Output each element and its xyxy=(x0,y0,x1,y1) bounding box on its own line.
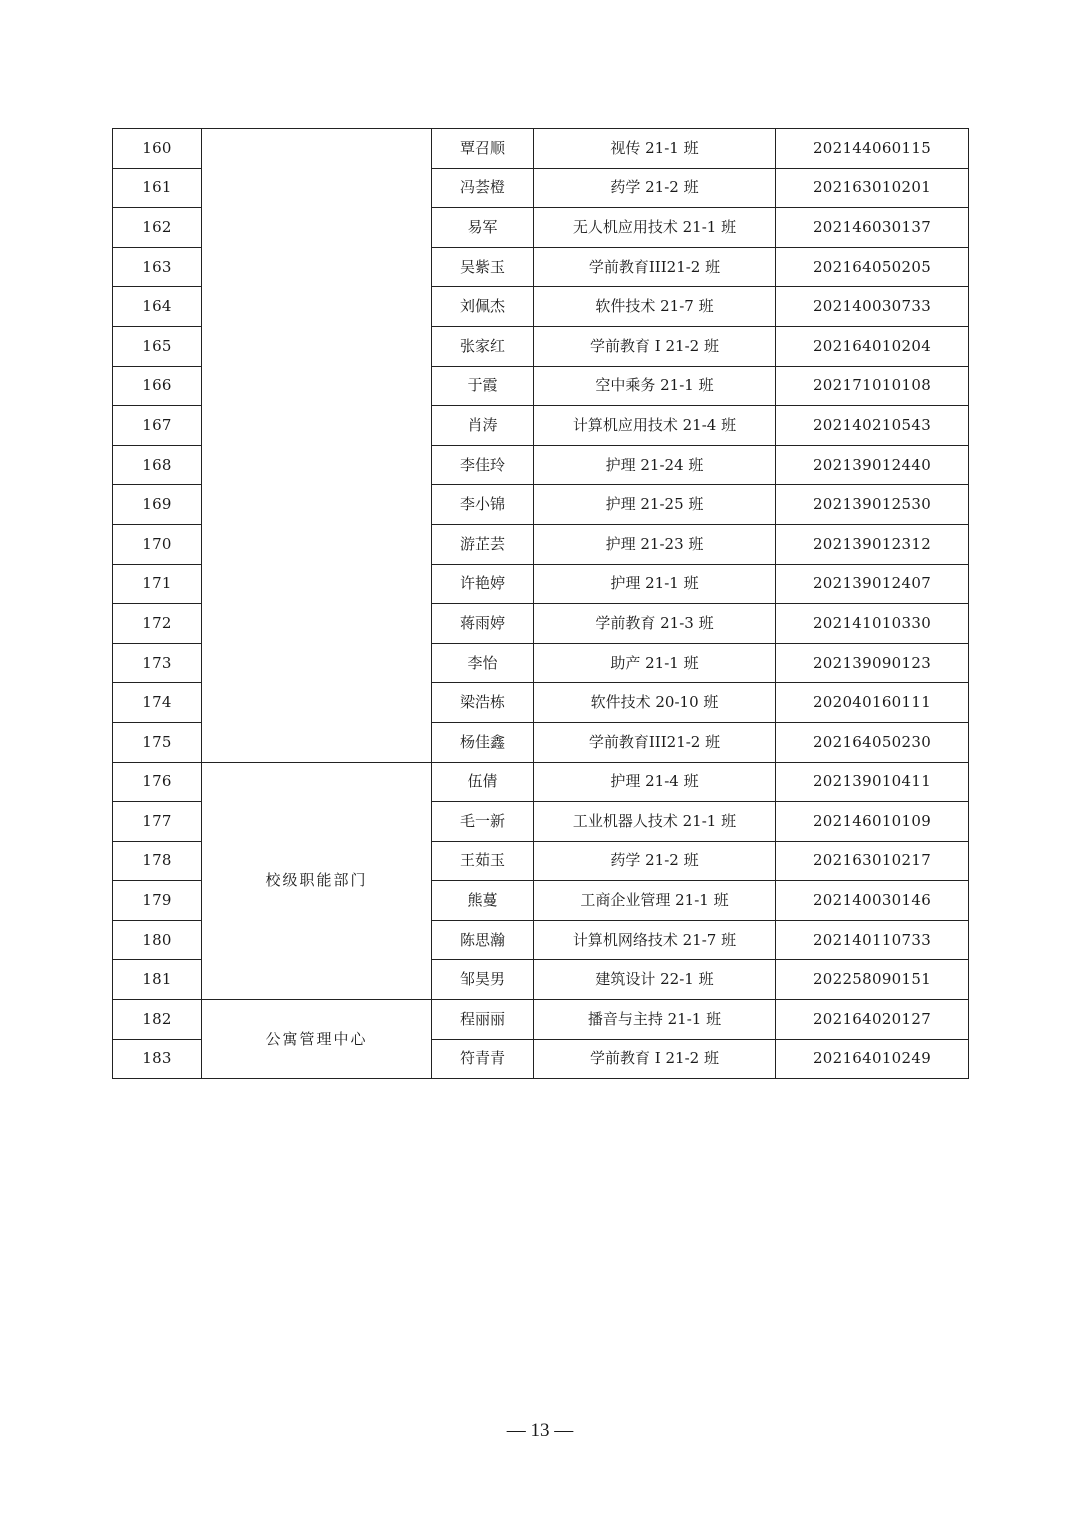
student-name-cell: 刘佩杰 xyxy=(432,287,534,327)
class-name-cell: 护理 21-1 班 xyxy=(534,564,776,604)
student-id-cell: 202164020127 xyxy=(776,1000,969,1040)
row-number-cell: 166 xyxy=(113,366,202,406)
row-number-cell: 171 xyxy=(113,564,202,604)
department-cell: 公寓管理中心 xyxy=(202,1000,432,1079)
student-id-cell: 202164050230 xyxy=(776,722,969,762)
class-name-cell: 学前教育III21-2 班 xyxy=(534,722,776,762)
class-name-cell: 播音与主持 21-1 班 xyxy=(534,1000,776,1040)
student-name-cell: 李小锦 xyxy=(432,485,534,525)
student-id-cell: 202140210543 xyxy=(776,406,969,446)
student-name-cell: 邹昊男 xyxy=(432,960,534,1000)
class-name-cell: 软件技术 21-7 班 xyxy=(534,287,776,327)
class-name-cell: 视传 21-1 班 xyxy=(534,129,776,169)
student-name-cell: 于霞 xyxy=(432,366,534,406)
student-id-cell: 202164010204 xyxy=(776,326,969,366)
student-name-cell: 伍倩 xyxy=(432,762,534,802)
class-name-cell: 学前教育III21-2 班 xyxy=(534,247,776,287)
row-number-cell: 181 xyxy=(113,960,202,1000)
row-number-cell: 178 xyxy=(113,841,202,881)
row-number-cell: 170 xyxy=(113,524,202,564)
class-name-cell: 计算机应用技术 21-4 班 xyxy=(534,406,776,446)
student-id-cell: 202258090151 xyxy=(776,960,969,1000)
student-id-cell: 202139090123 xyxy=(776,643,969,683)
row-number-cell: 161 xyxy=(113,168,202,208)
student-id-cell: 202171010108 xyxy=(776,366,969,406)
class-name-cell: 工业机器人技术 21-1 班 xyxy=(534,802,776,842)
row-number-cell: 168 xyxy=(113,445,202,485)
row-number-cell: 164 xyxy=(113,287,202,327)
row-number-cell: 183 xyxy=(113,1039,202,1079)
student-name-cell: 王茹玉 xyxy=(432,841,534,881)
student-id-cell: 202139012407 xyxy=(776,564,969,604)
row-number-cell: 163 xyxy=(113,247,202,287)
class-name-cell: 软件技术 20-10 班 xyxy=(534,683,776,723)
student-id-cell: 202140110733 xyxy=(776,920,969,960)
row-number-cell: 160 xyxy=(113,129,202,169)
class-name-cell: 护理 21-4 班 xyxy=(534,762,776,802)
student-name-cell: 游芷芸 xyxy=(432,524,534,564)
student-id-cell: 202140030146 xyxy=(776,881,969,921)
row-number-cell: 169 xyxy=(113,485,202,525)
page-number: — 13 — xyxy=(506,1420,574,1441)
student-id-cell: 202139012312 xyxy=(776,524,969,564)
class-name-cell: 学前教育 I 21-2 班 xyxy=(534,1039,776,1079)
class-name-cell: 无人机应用技术 21-1 班 xyxy=(534,208,776,248)
row-number-cell: 167 xyxy=(113,406,202,446)
row-number-cell: 174 xyxy=(113,683,202,723)
row-number-cell: 176 xyxy=(113,762,202,802)
student-id-cell: 202141010330 xyxy=(776,604,969,644)
student-name-cell: 许艳婷 xyxy=(432,564,534,604)
class-name-cell: 护理 21-23 班 xyxy=(534,524,776,564)
student-roster-table xyxy=(112,128,969,1079)
class-name-cell: 计算机网络技术 21-7 班 xyxy=(534,920,776,960)
student-name-cell: 杨佳鑫 xyxy=(432,722,534,762)
class-name-cell: 药学 21-2 班 xyxy=(534,841,776,881)
student-name-cell: 肖涛 xyxy=(432,406,534,446)
class-name-cell: 空中乘务 21-1 班 xyxy=(534,366,776,406)
student-name-cell: 蒋雨婷 xyxy=(432,604,534,644)
student-name-cell: 程丽丽 xyxy=(432,1000,534,1040)
table-row xyxy=(113,129,969,169)
student-name-cell: 熊蔓 xyxy=(432,881,534,921)
row-number-cell: 173 xyxy=(113,643,202,683)
row-number-cell: 165 xyxy=(113,326,202,366)
table-row xyxy=(113,762,969,802)
student-name-cell: 张家红 xyxy=(432,326,534,366)
student-name-cell: 梁浩栋 xyxy=(432,683,534,723)
student-id-cell: 202140030733 xyxy=(776,287,969,327)
class-name-cell: 工商企业管理 21-1 班 xyxy=(534,881,776,921)
student-name-cell: 吴紫玉 xyxy=(432,247,534,287)
row-number-cell: 177 xyxy=(113,802,202,842)
class-name-cell: 学前教育 21-3 班 xyxy=(534,604,776,644)
row-number-cell: 182 xyxy=(113,1000,202,1040)
class-name-cell: 护理 21-25 班 xyxy=(534,485,776,525)
class-name-cell: 学前教育 I 21-2 班 xyxy=(534,326,776,366)
student-id-cell: 202146010109 xyxy=(776,802,969,842)
student-name-cell: 冯荟橙 xyxy=(432,168,534,208)
row-number-cell: 179 xyxy=(113,881,202,921)
student-id-cell: 202139010411 xyxy=(776,762,969,802)
student-name-cell: 李佳玲 xyxy=(432,445,534,485)
class-name-cell: 护理 21-24 班 xyxy=(534,445,776,485)
class-name-cell: 药学 21-2 班 xyxy=(534,168,776,208)
class-name-cell: 建筑设计 22-1 班 xyxy=(534,960,776,1000)
student-name-cell: 符青青 xyxy=(432,1039,534,1079)
department-cell: 校级职能部门 xyxy=(202,762,432,1000)
student-id-cell: 202164050205 xyxy=(776,247,969,287)
roster-table-body xyxy=(113,129,969,1079)
student-name-cell: 李怡 xyxy=(432,643,534,683)
student-id-cell: 202139012440 xyxy=(776,445,969,485)
row-number-cell: 180 xyxy=(113,920,202,960)
department-cell xyxy=(202,129,432,763)
student-name-cell: 毛一新 xyxy=(432,802,534,842)
student-name-cell: 陈思瀚 xyxy=(432,920,534,960)
student-id-cell: 202040160111 xyxy=(776,683,969,723)
student-id-cell: 202163010217 xyxy=(776,841,969,881)
row-number-cell: 175 xyxy=(113,722,202,762)
student-name-cell: 覃召顺 xyxy=(432,129,534,169)
student-id-cell: 202146030137 xyxy=(776,208,969,248)
table-row xyxy=(113,1000,969,1040)
row-number-cell: 172 xyxy=(113,604,202,644)
student-id-cell: 202164010249 xyxy=(776,1039,969,1079)
student-name-cell: 易军 xyxy=(432,208,534,248)
student-id-cell: 202144060115 xyxy=(776,129,969,169)
class-name-cell: 助产 21-1 班 xyxy=(534,643,776,683)
student-id-cell: 202163010201 xyxy=(776,168,969,208)
row-number-cell: 162 xyxy=(113,208,202,248)
student-id-cell: 202139012530 xyxy=(776,485,969,525)
